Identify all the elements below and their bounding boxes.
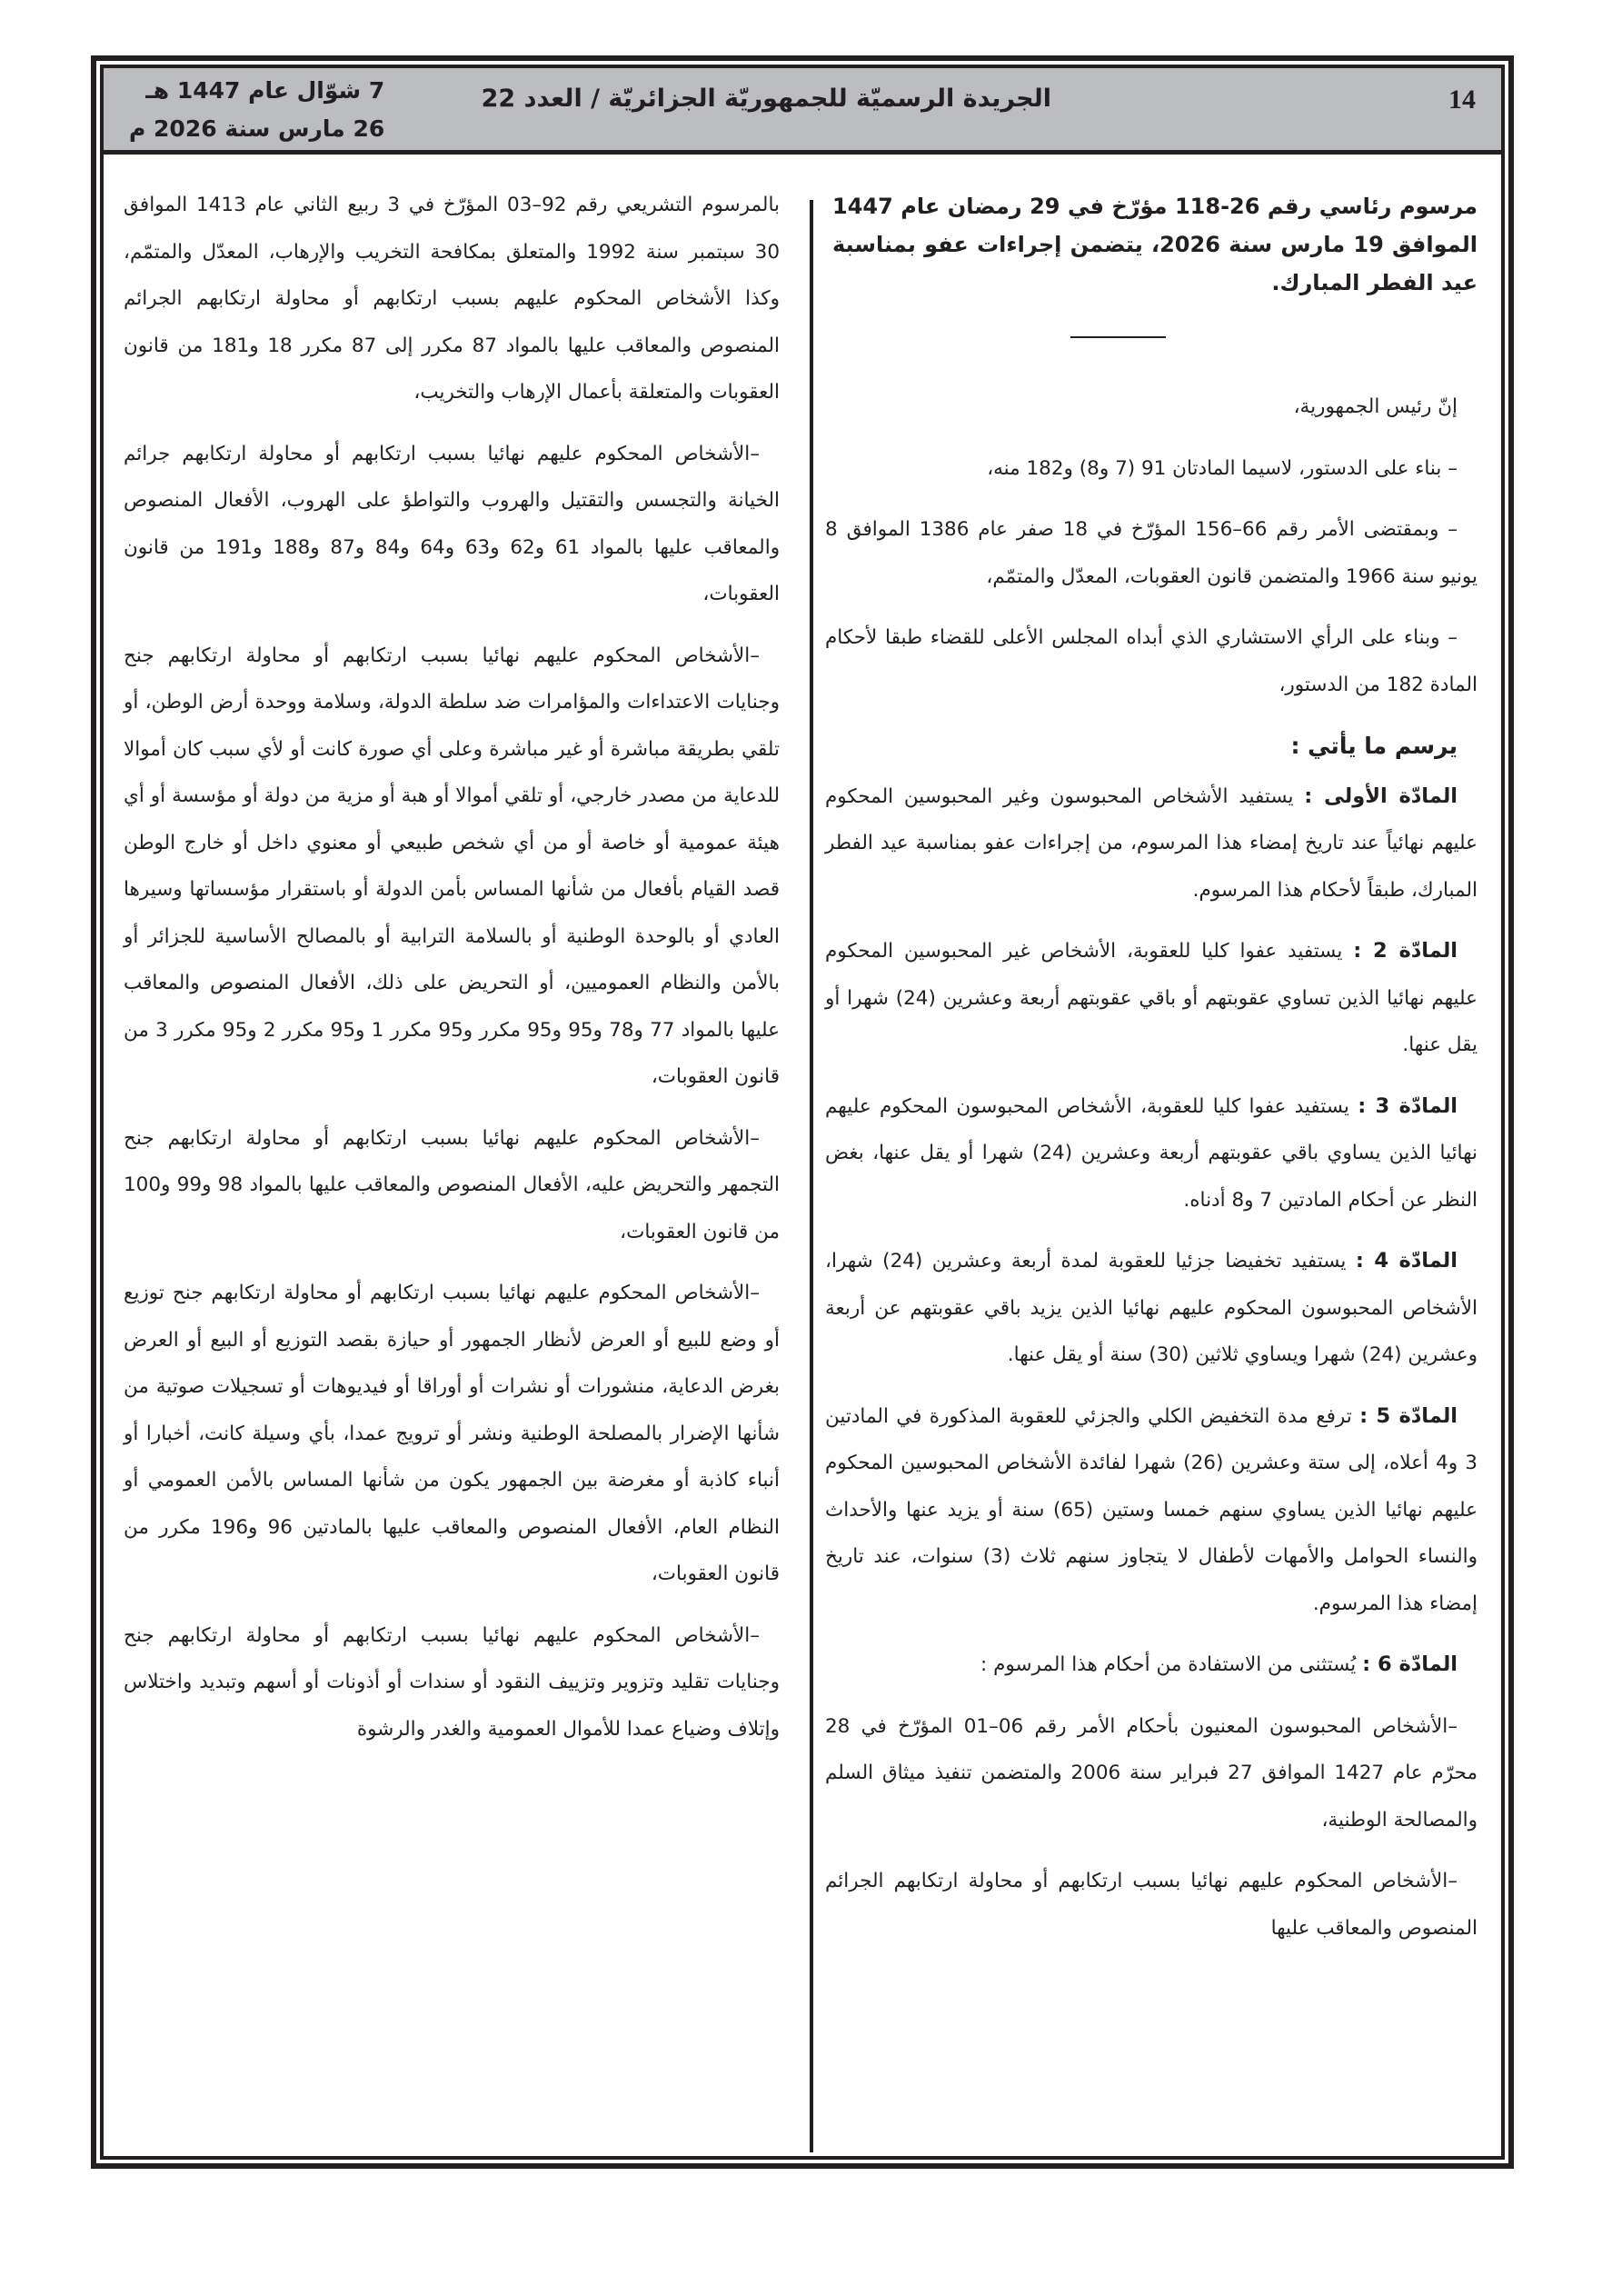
article-label: المادّة 3 : (1358, 1093, 1458, 1118)
article-text: يستفيد عفوا كليا للعقوبة، الأشخاص المحبوسون المحكوم عليهم نهائيا الذين يساوي باقي عقوبتهم أربعة وعشرين (24) شهرا أو يقل عنها، بغض النظر عن أحكام المادتين 7 و8 أدناه. (825, 1094, 1478, 1212)
article (825, 1083, 1478, 1224)
decrees-heading: يرسم ما يأتي : (1290, 733, 1458, 759)
article-text: يستفيد تخفيضا جزئيا للعقوبة لمدة أربعة وعشرين (24) شهرا، الأشخاص المحبوسون المحكوم عليهم نهائيا الذين يزيد باقي عقوبتهم عن أربعة وعشرين (24) شهرا ويساوي ثلاثين (30) سنة أو يقل عنها. (825, 1250, 1478, 1366)
column-divider (810, 200, 813, 2152)
article-label: المادّة الأولى : (1304, 784, 1458, 808)
right-column (825, 182, 1478, 1952)
gazette-title: الجريدة الرسميّة للجمهوريّة الجزائريّة / العدد 22 (481, 85, 1051, 113)
issue-date (129, 72, 384, 148)
gregorian-date: 26 مارس سنة 2026 م (129, 115, 385, 142)
left-column (124, 182, 780, 1752)
exclusion-item: –الأشخاص المحكوم عليهم نهائيا بسبب ارتكابهم أو محاولة ارتكابهم جنح وجنايات تقليد وتزوير وتزييف النقود أو سندات أو أذونات أو أسهم وتبديد واختلاس وإتلاف وضياع عمدا للأموال العمومية والغدر والرشوة (124, 1623, 780, 1741)
preamble-item: – بناء على الدستور، لاسيما المادتان 91 (7 و8) و182 منه، (987, 456, 1458, 480)
article (825, 928, 1478, 1069)
article-label: المادّة 2 : (1353, 939, 1458, 963)
page-header (104, 68, 1501, 155)
exclusion-item: –الأشخاص المحكوم عليهم نهائيا بسبب ارتكابهم أو محاولة ارتكابهم جرائم الخيانة والتجسس والتقتيل والهروب والتواطؤ على الهروب، الأفعال المنصوص والمعاقب عليها بالمواد 61 و62 و63 و64 و84 و87 و188 و191 من قانون العقوبات، (124, 442, 781, 605)
preamble-item: – وبناء على الرأي الاستشاري الذي أبداه المجلس الأعلى للقضاء طبقا لأحكام المادة 182 من الدستور، (825, 626, 1478, 696)
article (825, 1642, 1478, 1689)
exclusion-item: –الأشخاص المحبوسون المعنيون بأحكام الأمر رقم 06–01 المؤرّخ في 28 محرّم عام 1427 الموافق 27 فبراير سنة 2006 والمتضمن تنفيذ ميثاق السلم والمصالحة الوطنية، (825, 1714, 1478, 1832)
preamble-item: – وبمقتضى الأمر رقم 66–156 المؤرّخ في 18 صفر عام 1386 الموافق 8 يونيو سنة 1966 والمتضمن قانون العقوبات، المعدّل والمتمّم، (825, 518, 1478, 588)
article-label: المادّة 6 : (1362, 1652, 1458, 1676)
exclusion-item: –الأشخاص المحكوم عليهم نهائيا بسبب ارتكابهم أو محاولة ارتكابهم جنح وجنايات الاعتداءات والمؤامرات ضد سلطة الدولة، وسلامة ووحدة أرض الوطن، أو تلقي بطريقة مباشرة أو غير مباشرة وعلى أي صورة كانت أو لأي سبب كان أموالا للدعاية من مصدر خارجي، أو تلقي أموالا أو هبة أو مزية من دولة أو مؤسسة أو أي هيئة عمومية أو خاصة أو من أي شخص طبيعي أو معنوي داخل أو خارج الوطن قصد القيام بأفعال من شأنها المساس بأمن الدولة أو باستقرار مؤسساتها وسيرها العادي أو بالوحدة الوطنية أو بالسلامة الترابية أو بالمصالح الأساسية للجزائر أو بالأمن والنظام العموميين، أو التحريض على ذلك، الأفعال المنصوص والمعاقب عليها بالمواد 77 و78 و95 و95 مكرر و95 مكرر 1 و95 مكرر 2 و95 مكرر 3 من قانون العقوبات، (124, 644, 780, 1088)
page-number: 14 (1448, 85, 1476, 115)
decree-title: مرسوم رئاسي رقم 26-118 مؤرّخ في 29 رمضان عام 1447 الموافق 19 مارس سنة 2026، يتضمن إجراءات عفو بمناسبة عيد الفطر المبارك. (832, 194, 1478, 295)
preamble-opening: إنّ رئيس الجمهورية، (1293, 395, 1458, 418)
article (825, 1393, 1478, 1628)
article-label: المادّة 4 : (1355, 1249, 1458, 1273)
title-separator (1070, 336, 1166, 338)
exclusion-item: –الأشخاص المحكوم عليهم نهائيا بسبب ارتكابهم أو محاولة ارتكابهم جنح توزيع أو وضع للبيع أو العرض لأنظار الجمهور أو حيازة بقصد التوزيع أو البيع أو العرض بغرض الدعاية، منشورات أو نشرات أو أوراقا أو فيديوهات أو تسجيلات صوتية من شأنها الإضرار بالمصلحة الوطنية ونشر أو ترويج عمدا، بأي وسيلة كانت، أخبارا أو أنباء كاذبة أو مغرضة بين الجمهور يكون من شأنها المساس بالأمن العمومي أو النظام العام، الأفعال المنصوص والمعاقب عليها بالمادتين 96 و196 مكرر من قانون العقوبات، (124, 1282, 780, 1585)
article-label: المادّة 5 : (1359, 1403, 1458, 1428)
hijri-date: 7 شوّال عام 1447 هـ (145, 77, 385, 104)
article (825, 1238, 1478, 1379)
exclusion-item: –الأشخاص المحكوم عليهم نهائيا بسبب ارتكابهم أو محاولة ارتكابهم الجرائم المنصوص والمعاقب عليها (825, 1870, 1478, 1940)
continued-paragraph: بالمرسوم التشريعي رقم 92–03 المؤرّخ في 3 ربيع الثاني عام 1413 الموافق 30 سبتمبر سنة 1992 والمتعلق بمكافحة التخريب والإرهاب، المعدّل والمتمّم، وكذا الأشخاص المحكوم عليهم بسبب ارتكابهم أو محاولة ارتكابهم الجرائم المنصوص والمعاقب عليها بالمواد 87 مكرر إلى 87 مكرر 18 و181 من قانون العقوبات والمتعلقة بأعمال الإرهاب والتخريب، (124, 194, 781, 404)
article-text: يستفيد عفوا كليا للعقوبة، الأشخاص غير المحبوسين المحكوم عليهم نهائيا الذين تساوي عقوبتهم أو باقي عقوبتهم أربعة وعشرين (24) شهرا أو يقل عنها. (825, 940, 1478, 1056)
article-text: ترفع مدة التخفيض الكلي والجزئي للعقوبة المذكورة في المادتين 3 و4 أعلاه، إلى ستة وعشرين (26) شهرا لفائدة الأشخاص المحبوسين المحكوم عليهم نهائيا الذين يساوي سنهم خمسا وستين (65) سنة أو يزيد عنها والأحداث والنساء الحوامل والأمهات لأطفال لا يتجاوز سنهم ثلاث (3) سنوات، عند تاريخ إمضاء هذا المرسوم. (825, 1404, 1478, 1615)
article-text: يستفيد الأشخاص المحبوسون وغير المحبوسين المحكوم عليهم نهائياً عند تاريخ إمضاء هذا المرسوم، من إجراءات عفو بمناسبة عيد الفطر المبارك، طبقاً لأحكام هذا المرسوم. (825, 784, 1478, 902)
article-text: يُستثنى من الاستفادة من أحكام هذا المرسوم : (980, 1653, 1357, 1676)
exclusion-item: –الأشخاص المحكوم عليهم نهائيا بسبب ارتكابهم أو محاولة ارتكابهم جنح التجمهر والتحريض عليه، الأفعال المنصوص والمعاقب عليها بالمواد 98 و99 و100 من قانون العقوبات، (124, 1126, 780, 1243)
article (825, 774, 1478, 914)
